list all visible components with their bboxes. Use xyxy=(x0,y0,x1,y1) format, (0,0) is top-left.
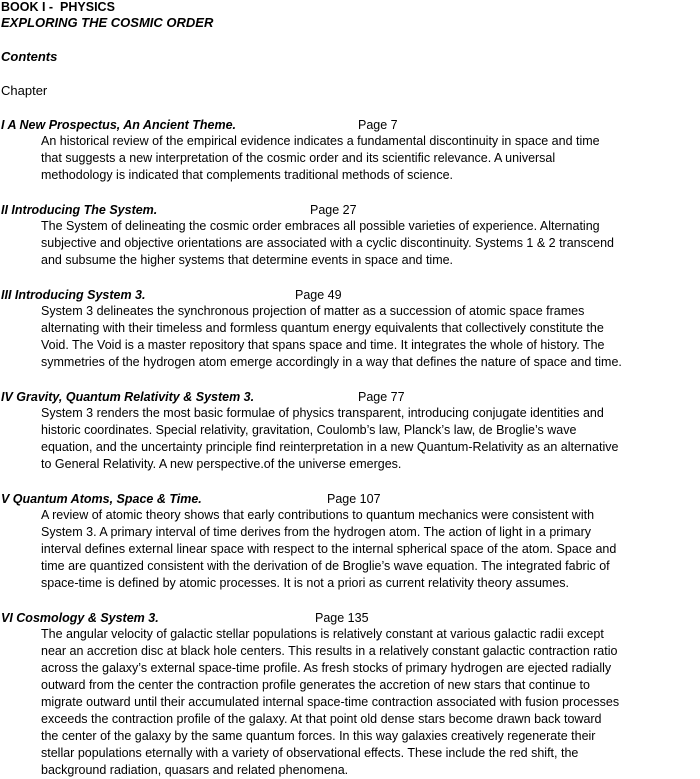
description-line: System 3. A primary interval of time derives from the hydrogen atom. The action of light in a primary xyxy=(41,525,592,539)
description-line: exceeds the contraction profile of the galaxy. At that point old dense stars become drawn back toward xyxy=(41,712,602,726)
chapter-description xyxy=(41,303,700,371)
chapter-entry xyxy=(1,287,700,371)
book-title: BOOK I - PHYSICS xyxy=(1,0,115,14)
description-line: stellar populations eternally with a variety of observational effects. These include the red shift, the xyxy=(41,746,579,760)
chapter-heading xyxy=(1,287,700,303)
description-line: near an accretion disc at black hole centers. This results in a relatively constant galactic contraction ratio xyxy=(41,644,618,658)
chapter-heading xyxy=(1,610,700,626)
chapter-entry xyxy=(1,491,700,592)
description-line: A review of atomic theory shows that early contributions to quantum mechanics were consistent with xyxy=(41,508,595,522)
description-line: background radiation, quasars and related phenomena. xyxy=(41,763,349,777)
description-line: time are quantized consistent with the derivation of de Broglie’s wave equation. The integrated fabric of xyxy=(41,559,610,573)
chapter-page-number: Page 27 xyxy=(310,203,357,217)
description-line: that suggests a new interpretation of the cosmic order and its scientific relevance. A universal xyxy=(41,151,556,165)
chapter-heading xyxy=(1,389,700,405)
chapter-title: I A New Prospectus, An Ancient Theme. xyxy=(1,118,236,132)
description-line: An historical review of the empirical evidence indicates a fundamental discontinuity in space and time xyxy=(41,134,600,148)
chapter-description xyxy=(41,507,700,592)
chapter-title: II Introducing The System. xyxy=(1,203,158,217)
description-line: The System of delineating the cosmic order embraces all possible varieties of experience. Alternating xyxy=(41,219,600,233)
description-line: across the galaxy’s external space-time profile. As fresh stocks of primary hydrogen are ejected radially xyxy=(41,661,612,675)
chapter-page-number: Page 135 xyxy=(315,611,369,625)
document-page xyxy=(1,0,700,777)
chapter-label: Chapter xyxy=(1,83,48,98)
chapter-title: IV Gravity, Quantum Relativity & System 3. xyxy=(1,390,255,404)
chapter-page-number: Page 7 xyxy=(358,118,398,132)
chapter-entry xyxy=(1,389,700,473)
description-line: migrate outward until their accumulated internal space-time contraction associated with fusion processes xyxy=(41,695,620,709)
chapter-title: VI Cosmology & System 3. xyxy=(1,611,159,625)
description-line: Void. The Void is a master repository that spans space and time. It integrates the whole of history. The xyxy=(41,338,605,352)
description-line: and subsume the higher systems that determine events in space and time. xyxy=(41,253,454,267)
chapter-heading xyxy=(1,202,700,218)
book-subtitle: EXPLORING THE COSMIC ORDER xyxy=(1,15,214,30)
chapter-page-number: Page 77 xyxy=(358,390,405,404)
description-line: to General Relativity. A new perspective.of the universe emerges. xyxy=(41,457,402,471)
description-line: System 3 renders the most basic formulae of physics transparent, introducing conjugate identities and xyxy=(41,406,604,420)
chapter-description xyxy=(41,133,700,184)
description-line: symmetries of the hydrogen atom emerge accordingly in a way that defines the nature of space and time. xyxy=(41,355,622,369)
description-line: space-time is defined by atomic processes. It is not a priori as current relativity theory assumes. xyxy=(41,576,569,590)
description-line: subjective and objective orientations are associated with a cyclic discontinuity. Systems 1 & 2 transcend xyxy=(41,236,614,250)
chapter-heading xyxy=(1,117,700,133)
chapter-entry xyxy=(1,117,700,184)
contents-heading: Contents xyxy=(1,49,58,64)
description-line: alternating with their timeless and formless quantum energy equivalents that collectively constitute the xyxy=(41,321,604,335)
chapter-description xyxy=(41,405,700,473)
chapter-description xyxy=(41,626,700,779)
description-line: methodology is indicated that complements traditional methods of science. xyxy=(41,168,454,182)
chapter-entry xyxy=(1,202,700,269)
chapter-heading xyxy=(1,491,700,507)
description-line: equation, and the uncertainty principle find reinterpretation in a new Quantum-Relativity as an alternative xyxy=(41,440,619,454)
chapter-title: III Introducing System 3. xyxy=(1,288,146,302)
chapter-description xyxy=(41,218,700,269)
description-line: the center of the galaxy by the same quantum forces. In this way galaxies creatively regenerate their xyxy=(41,729,596,743)
chapter-page-number: Page 107 xyxy=(327,492,381,506)
description-line: historic coordinates. Special relativity, gravitation, Coulomb’s law, Planck’s law, de Broglie’s wave xyxy=(41,423,577,437)
description-line: interval defines external linear space with respect to the internal spherical space of the atom. Space and xyxy=(41,542,617,556)
description-line: outward from the center the contraction profile generates the accretion of new stars that continue to xyxy=(41,678,590,692)
chapter-page-number: Page 49 xyxy=(295,288,342,302)
description-line: System 3 delineates the synchronous projection of matter as a succession of atomic space frames xyxy=(41,304,585,318)
chapter-title: V Quantum Atoms, Space & Time. xyxy=(1,492,202,506)
description-line: The angular velocity of galactic stellar populations is relatively constant at various galactic radii except xyxy=(41,627,604,641)
chapter-entry xyxy=(1,610,700,779)
